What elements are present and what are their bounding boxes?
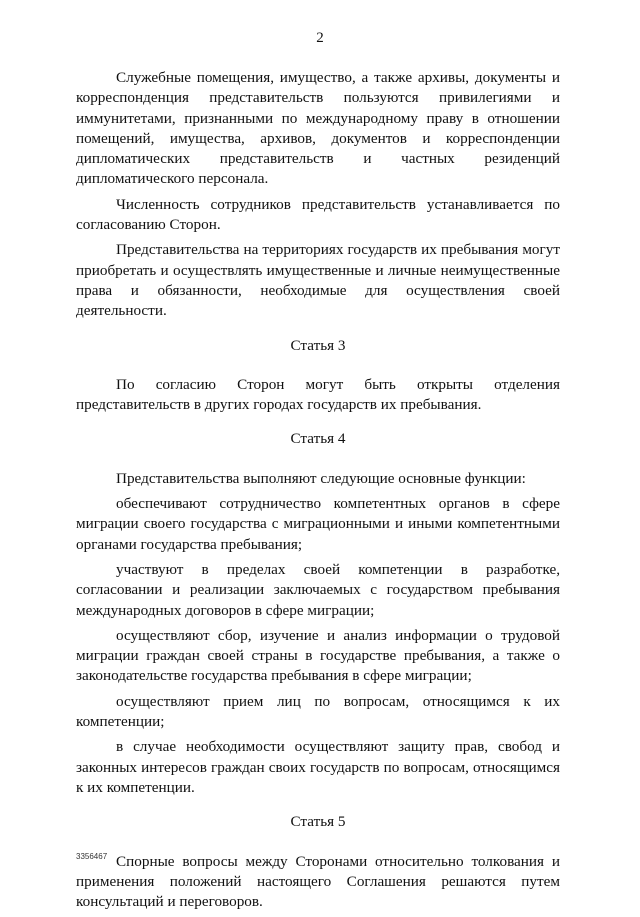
page-number: 2: [316, 30, 324, 46]
document-code: 3356467: [76, 852, 108, 861]
paragraph: Спорные вопросы между Сторонами относительно толкования и применения положений настоящего Соглашения решаются путем консультаций и переговоров.: [76, 852, 560, 911]
article-heading: Статья 5: [290, 813, 346, 831]
document-body: [76, 68, 560, 917]
article-heading: Статья 3: [290, 336, 346, 354]
paragraph: осуществляют прием лиц по вопросам, относящимся к их компетенции;: [76, 692, 560, 731]
paragraph: Представительства выполняют следующие основные функции:: [116, 469, 526, 487]
paragraph: участвуют в пределах своей компетенции в разработке, согласовании и реализации заключаемых с государством пребывания международных договоров в сфере миграции;: [76, 560, 560, 619]
paragraph: Численность сотрудников представительств устанавливается по согласованию Сторон.: [76, 195, 560, 234]
paragraph: Служебные помещения, имущество, а также архивы, документы и корреспонденция представительств пользуются привилегиями и иммунитетами, признанными по международному праву в отношении помещений, имущества, архивов, документов и корреспонденции дипломатических представительств и частных резиденций дипломатического персонала.: [76, 69, 560, 188]
paragraph: обеспечивают сотрудничество компетентных органов в сфере миграции своего государства с миграционными и иными компетентными органами государства пребывания;: [76, 495, 560, 553]
paragraph: осуществляют сбор, изучение и анализ информации о трудовой миграции граждан своей страны в государстве пребывания, а также о законодательстве государства пребывания в сфере миграции;: [76, 626, 560, 685]
paragraph: в случае необходимости осуществляют защиту прав, свобод и законных интересов граждан своих государств по вопросам, относящимся к их компетенции.: [76, 738, 560, 796]
article-heading: Статья 4: [290, 430, 346, 448]
paragraph: Представительства на территориях государств их пребывания могут приобретать и осуществлять имущественные и личные неимущественные права и обязанности, необходимые для осуществления своей деятельности.: [76, 241, 560, 320]
paragraph: По согласию Сторон могут быть открыты отделения представительств в других городах государств их пребывания.: [76, 375, 560, 414]
